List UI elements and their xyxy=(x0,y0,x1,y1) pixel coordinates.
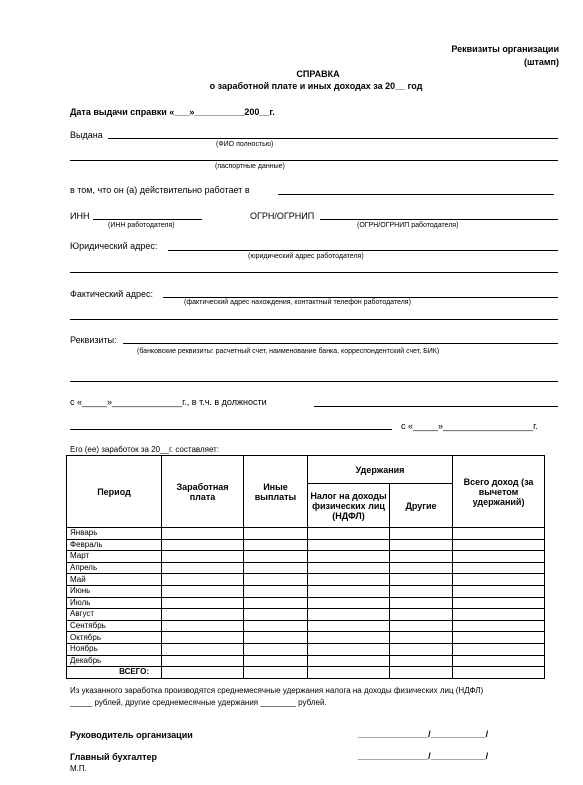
cell[interactable] xyxy=(390,609,453,621)
legal-address-field[interactable] xyxy=(168,250,558,251)
cell[interactable] xyxy=(162,597,244,609)
cell[interactable] xyxy=(244,620,308,632)
col-deductions: Удержания xyxy=(308,456,453,484)
works-at-label: в том, что он (а) действительно работает в xyxy=(70,185,250,195)
month-label: Июнь xyxy=(67,585,162,597)
month-row xyxy=(67,597,545,609)
requisites-label: Реквизиты: xyxy=(70,335,117,345)
cell[interactable] xyxy=(453,562,545,574)
actual-address-field[interactable] xyxy=(163,297,558,298)
inn-hint: (ИНН работодателя) xyxy=(108,222,175,229)
month-row xyxy=(67,643,545,655)
cell[interactable] xyxy=(390,528,453,540)
cell[interactable] xyxy=(244,609,308,621)
cell[interactable] xyxy=(308,667,390,679)
legal-address-field-2[interactable] xyxy=(70,272,558,273)
month-row xyxy=(67,528,545,540)
cell[interactable] xyxy=(453,574,545,586)
total-label: ВСЕГО: xyxy=(67,667,162,679)
document-title: СПРАВКА xyxy=(296,69,340,79)
cell[interactable] xyxy=(308,655,390,667)
cell[interactable] xyxy=(308,562,390,574)
cell[interactable] xyxy=(453,655,545,667)
deductions-note-line2[interactable]: _____ рублей, другие среднемесячные удержания ________ рублей. xyxy=(70,698,327,707)
cell[interactable] xyxy=(308,609,390,621)
cell[interactable] xyxy=(390,655,453,667)
stamp-label: (штамп) xyxy=(523,57,559,67)
cell[interactable] xyxy=(308,528,390,540)
passport-hint: (паспортные данные) xyxy=(215,163,285,170)
fio-hint: (ФИО полностью) xyxy=(216,141,274,148)
month-label: Январь xyxy=(67,528,162,540)
cell[interactable] xyxy=(162,539,244,551)
cell[interactable] xyxy=(162,655,244,667)
cell[interactable] xyxy=(453,667,545,679)
cell[interactable] xyxy=(453,585,545,597)
month-label: Август xyxy=(67,609,162,621)
actual-address-label: Фактический адрес: xyxy=(70,289,153,299)
month-row xyxy=(67,574,545,586)
cell[interactable] xyxy=(244,528,308,540)
ogrn-hint: (ОГРН/ОГРНИП работодателя) xyxy=(357,222,459,229)
cell[interactable] xyxy=(162,667,244,679)
cell[interactable] xyxy=(244,539,308,551)
cell[interactable] xyxy=(308,643,390,655)
cell[interactable] xyxy=(244,562,308,574)
cell[interactable] xyxy=(162,643,244,655)
month-row xyxy=(67,585,545,597)
cell[interactable] xyxy=(390,562,453,574)
requisites-hint: (банковские реквизиты: расчетный счет, наименование банка, корреспондентский счет, БИК) xyxy=(137,348,440,355)
cell[interactable] xyxy=(453,620,545,632)
period-from-field[interactable]: с «_____»______________г., в т.ч. в должности xyxy=(70,397,267,407)
month-label: Июль xyxy=(67,597,162,609)
month-label: Апрель xyxy=(67,562,162,574)
cell[interactable] xyxy=(308,597,390,609)
cell[interactable] xyxy=(244,667,308,679)
cell[interactable] xyxy=(244,597,308,609)
cell[interactable] xyxy=(162,528,244,540)
cell[interactable] xyxy=(390,667,453,679)
cell[interactable] xyxy=(162,574,244,586)
cell[interactable] xyxy=(390,643,453,655)
inn-field[interactable] xyxy=(93,219,202,220)
cell[interactable] xyxy=(453,643,545,655)
ogrn-field[interactable] xyxy=(320,219,558,220)
cell[interactable] xyxy=(308,551,390,563)
cell[interactable] xyxy=(244,643,308,655)
legal-address-hint: (юридический адрес работодателя) xyxy=(248,253,364,260)
document-subtitle: о заработной плате и иных доходах за 20__ год xyxy=(209,81,423,91)
issue-date-field[interactable]: Дата выдачи справки «___»__________200__г. xyxy=(70,107,275,117)
col-salary: Заработная плата xyxy=(162,456,244,528)
cell[interactable] xyxy=(390,574,453,586)
cell[interactable] xyxy=(308,585,390,597)
cell[interactable] xyxy=(453,539,545,551)
employer-field[interactable] xyxy=(278,194,554,195)
cell[interactable] xyxy=(453,597,545,609)
requisites-field-2[interactable] xyxy=(70,381,558,382)
cell[interactable] xyxy=(244,574,308,586)
cell[interactable] xyxy=(162,551,244,563)
col-ndfl: Налог на доходы физических лиц (НДФЛ) xyxy=(308,484,390,528)
cell[interactable] xyxy=(453,632,545,644)
col-period: Период xyxy=(67,456,162,528)
cell[interactable] xyxy=(453,528,545,540)
cell[interactable] xyxy=(453,551,545,563)
period-from-field-2[interactable]: с «_____»__________________г. xyxy=(401,421,538,431)
cell[interactable] xyxy=(244,585,308,597)
head-signature-field[interactable]: ______________/___________/ xyxy=(358,729,489,739)
month-row xyxy=(67,632,545,644)
cell[interactable] xyxy=(390,620,453,632)
month-label: Май xyxy=(67,574,162,586)
cell[interactable] xyxy=(162,562,244,574)
position-field-2[interactable] xyxy=(70,429,392,430)
cell[interactable] xyxy=(308,539,390,551)
month-label: Сентябрь xyxy=(67,620,162,632)
cell[interactable] xyxy=(162,585,244,597)
month-row xyxy=(67,620,545,632)
mp-label: М.П. xyxy=(70,764,87,773)
cell[interactable] xyxy=(244,655,308,667)
col-other-payments: Иные выплаты xyxy=(244,456,308,528)
cell[interactable] xyxy=(244,551,308,563)
cell[interactable] xyxy=(390,597,453,609)
col-other: Другие xyxy=(390,484,453,528)
ogrn-label: ОГРН/ОГРНИП xyxy=(250,211,315,221)
cell[interactable] xyxy=(162,620,244,632)
month-label: Февраль xyxy=(67,539,162,551)
month-label: Октябрь xyxy=(67,632,162,644)
cell[interactable] xyxy=(308,632,390,644)
accountant-label: Главный бухгалтер xyxy=(70,752,158,762)
cell[interactable] xyxy=(390,551,453,563)
cell[interactable] xyxy=(308,620,390,632)
month-row xyxy=(67,562,545,574)
actual-address-hint: (фактический адрес нахождения, контактный телефон работодателя) xyxy=(184,299,411,306)
cell[interactable] xyxy=(390,585,453,597)
earnings-table xyxy=(66,455,545,679)
cell[interactable] xyxy=(308,574,390,586)
month-row xyxy=(67,539,545,551)
org-requisites-label: Реквизиты организации xyxy=(451,44,559,54)
col-total: Всего доход (за вычетом удержаний) xyxy=(453,456,545,528)
actual-address-field-2[interactable] xyxy=(70,319,558,320)
inn-label: ИНН xyxy=(70,211,90,221)
month-row xyxy=(67,609,545,621)
requisites-field[interactable] xyxy=(123,343,558,344)
deductions-note-line1: Из указанного заработка производятся среднемесячные удержания налога на доходы физических лиц (НДФЛ) xyxy=(70,686,484,695)
cell[interactable] xyxy=(244,632,308,644)
month-label: Декабрь xyxy=(67,655,162,667)
cell[interactable] xyxy=(390,632,453,644)
earnings-caption: Его (ее) заработок за 20__г. составляет: xyxy=(70,445,220,454)
head-label: Руководитель организации xyxy=(70,730,193,740)
accountant-signature-field[interactable]: ______________/___________/ xyxy=(358,751,489,761)
cell[interactable] xyxy=(162,632,244,644)
issued-to-label: Выдана xyxy=(70,130,103,140)
cell[interactable] xyxy=(453,609,545,621)
cell[interactable] xyxy=(162,609,244,621)
fio-field[interactable] xyxy=(108,138,558,139)
passport-field[interactable] xyxy=(70,160,558,161)
cell[interactable] xyxy=(390,539,453,551)
position-field[interactable] xyxy=(314,406,558,407)
legal-address-label: Юридический адрес: xyxy=(70,241,158,251)
month-label: Март xyxy=(67,551,162,563)
month-row xyxy=(67,551,545,563)
month-row xyxy=(67,655,545,667)
total-row xyxy=(67,667,545,679)
month-label: Ноябрь xyxy=(67,643,162,655)
